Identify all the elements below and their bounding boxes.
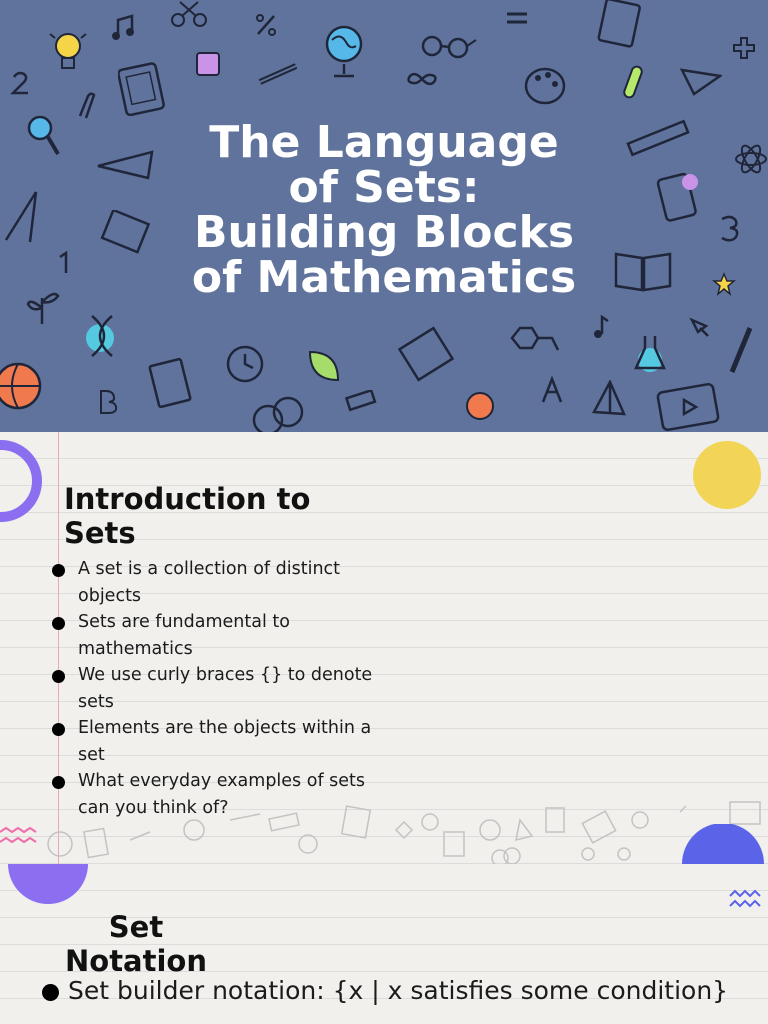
bullet-dot — [52, 723, 65, 736]
lightbulb-icon — [48, 28, 88, 74]
rings-icon — [248, 392, 310, 432]
push-pin-icon — [688, 316, 712, 338]
paper-plane-icon — [680, 66, 722, 98]
notepad-icon — [396, 326, 458, 384]
percent-icon — [254, 12, 278, 38]
list-item — [52, 662, 397, 715]
bullet-text: We use curly braces {} to denote sets — [78, 665, 373, 712]
blue-wave-decoration — [728, 888, 768, 912]
dna-icon — [82, 312, 126, 360]
bullet-text: What everyday examples of sets can you think of? — [78, 771, 366, 818]
bullet-dot — [52, 564, 65, 577]
pen-icon — [726, 324, 756, 376]
purple-semicircle-decoration — [8, 864, 88, 906]
equals-icon — [504, 8, 530, 28]
number-2-icon — [10, 70, 32, 96]
list-item — [52, 556, 397, 609]
slide-heading — [58, 910, 214, 978]
heading-line: Notation — [65, 944, 207, 978]
bullet-dot — [42, 984, 59, 1001]
pencil-icon — [256, 62, 300, 86]
pink-zigzag-decoration — [0, 826, 44, 848]
doodle-strip-decoration — [0, 800, 768, 864]
pyramid-icon — [592, 380, 626, 418]
video-player-icon — [654, 380, 724, 432]
bullet-dot — [52, 776, 65, 789]
title-line: The Language — [209, 117, 559, 168]
music-note-icon-2 — [590, 314, 610, 340]
title-line: of Sets: — [288, 162, 480, 213]
clock-icon — [224, 344, 266, 384]
list-item — [52, 715, 397, 768]
list-item — [42, 974, 742, 1008]
molecule-icon — [504, 318, 564, 360]
test-tube-icon — [620, 62, 646, 102]
heading-line: Set — [108, 910, 164, 944]
heading-line: Introduction to — [64, 482, 311, 516]
title-line: Building Blocks — [193, 207, 575, 258]
clipboard-icon — [148, 356, 194, 410]
plus-icon — [732, 36, 756, 60]
flask-icon — [632, 332, 668, 374]
bullet-dot — [52, 617, 65, 630]
basketball-icon — [0, 360, 46, 412]
apple-icon — [460, 388, 500, 422]
slide-title — [0, 117, 768, 303]
heading-line: Sets — [64, 516, 136, 550]
paint-palette-icon — [522, 62, 568, 108]
bullet-dot — [52, 670, 65, 683]
title-line: of Mathematics — [191, 252, 577, 303]
scissors-icon — [168, 0, 210, 30]
glasses-icon — [418, 30, 478, 60]
letter-b-icon — [96, 388, 120, 416]
notebook-icon — [596, 0, 646, 50]
slide-heading — [64, 482, 310, 550]
bullet-text: Elements are the objects within a set — [78, 718, 372, 765]
bullet-text: Set builder notation: {x | x satisfies some condition} — [68, 976, 729, 1005]
notation-slide — [0, 864, 768, 1024]
list-item — [52, 609, 397, 662]
infinity-icon — [404, 68, 440, 90]
bullet-text: A set is a collection of distinct objects — [78, 559, 341, 606]
paperclip-icon — [74, 90, 96, 124]
letter-a-icon — [540, 376, 564, 404]
eraser-icon — [344, 390, 378, 412]
bullet-list — [52, 556, 397, 821]
sticky-note-icon — [194, 50, 224, 80]
globe-icon — [322, 22, 372, 82]
title-slide — [0, 0, 768, 432]
calculator-icon — [118, 62, 166, 116]
purple-ring-decoration — [0, 436, 46, 526]
music-note-icon — [110, 14, 136, 42]
leaf-icon — [306, 346, 342, 382]
bullet-list — [42, 974, 742, 1008]
intro-slide — [0, 432, 768, 864]
yellow-circle-decoration — [692, 440, 762, 510]
blue-semicircle-decoration — [682, 824, 764, 864]
bullet-text: Sets are fundamental to mathematics — [78, 612, 290, 659]
